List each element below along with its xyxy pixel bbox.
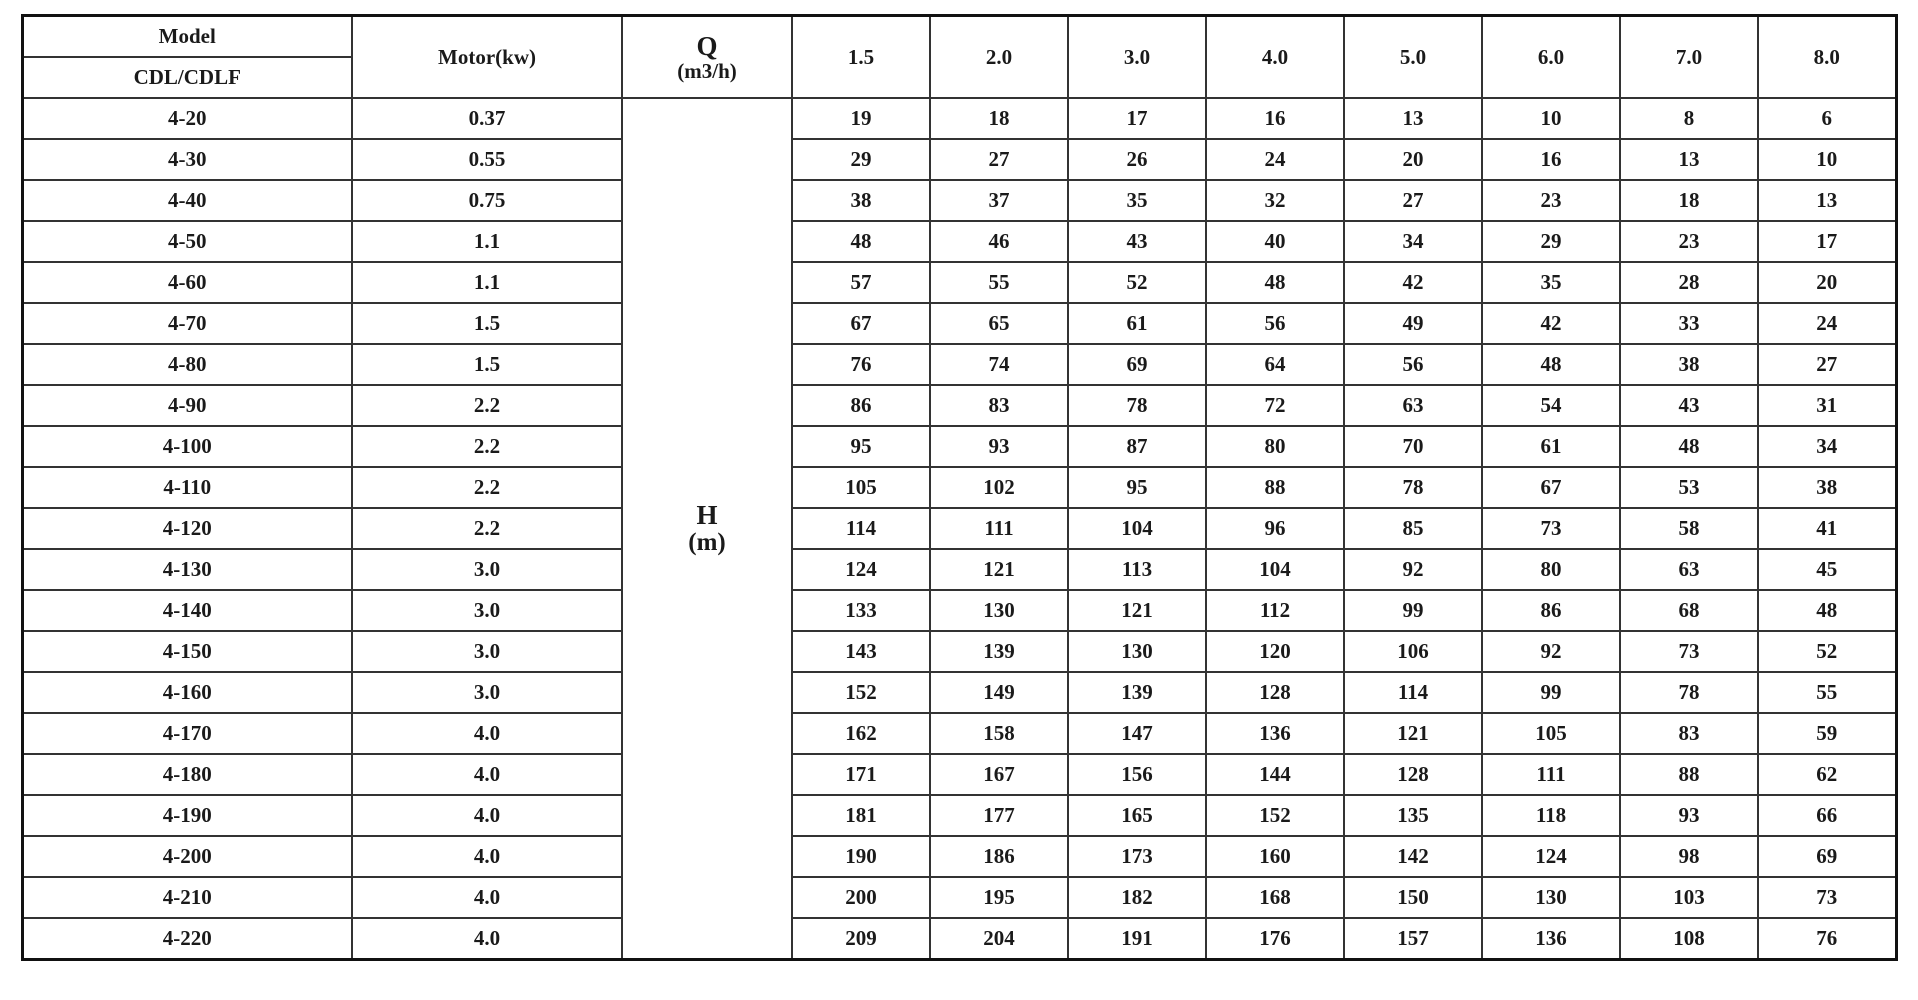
head-value-cell: 95 <box>792 426 930 467</box>
motor-power-cell: 4.0 <box>352 918 622 960</box>
head-value-cell: 16 <box>1482 139 1620 180</box>
head-value-cell: 46 <box>930 221 1068 262</box>
model-cell: 4-40 <box>22 180 352 221</box>
head-value-cell: 73 <box>1758 877 1896 918</box>
table-body <box>22 98 1896 960</box>
model-cell: 4-90 <box>22 385 352 426</box>
head-value-cell: 121 <box>1344 713 1482 754</box>
head-value-cell: 29 <box>1482 221 1620 262</box>
head-value-cell: 168 <box>1206 877 1344 918</box>
motor-power-cell: 1.1 <box>352 262 622 303</box>
header-flow-unit <box>622 16 792 99</box>
head-value-cell: 195 <box>930 877 1068 918</box>
model-cell: 4-200 <box>22 836 352 877</box>
head-value-cell: 53 <box>1620 467 1758 508</box>
table-row <box>22 754 1896 795</box>
head-value-cell: 88 <box>1620 754 1758 795</box>
head-value-cell: 48 <box>1206 262 1344 303</box>
model-cell: 4-220 <box>22 918 352 960</box>
head-value-cell: 42 <box>1344 262 1482 303</box>
model-cell: 4-120 <box>22 508 352 549</box>
model-cell: 4-180 <box>22 754 352 795</box>
table-row <box>22 549 1896 590</box>
head-value-cell: 70 <box>1344 426 1482 467</box>
head-value-cell: 144 <box>1206 754 1344 795</box>
head-value-cell: 128 <box>1344 754 1482 795</box>
model-cell: 4-130 <box>22 549 352 590</box>
model-cell: 4-150 <box>22 631 352 672</box>
head-value-cell: 200 <box>792 877 930 918</box>
head-value-cell: 40 <box>1206 221 1344 262</box>
head-value-cell: 149 <box>930 672 1068 713</box>
table-row <box>22 303 1896 344</box>
model-cell: 4-210 <box>22 877 352 918</box>
head-value-cell: 86 <box>1482 590 1620 631</box>
head-value-cell: 204 <box>930 918 1068 960</box>
head-value-cell: 160 <box>1206 836 1344 877</box>
head-value-cell: 80 <box>1482 549 1620 590</box>
head-value-cell: 48 <box>1758 590 1896 631</box>
head-value-cell: 72 <box>1206 385 1344 426</box>
motor-power-cell: 2.2 <box>352 508 622 549</box>
head-value-cell: 108 <box>1620 918 1758 960</box>
table-row <box>22 877 1896 918</box>
head-value-cell: 20 <box>1344 139 1482 180</box>
head-value-cell: 17 <box>1758 221 1896 262</box>
head-value-cell: 19 <box>792 98 930 139</box>
head-value-cell: 92 <box>1344 549 1482 590</box>
head-value-cell: 120 <box>1206 631 1344 672</box>
head-value-cell: 24 <box>1758 303 1896 344</box>
table-row <box>22 631 1896 672</box>
head-value-cell: 83 <box>930 385 1068 426</box>
head-value-cell: 69 <box>1758 836 1896 877</box>
head-value-cell: 26 <box>1068 139 1206 180</box>
head-value-cell: 49 <box>1344 303 1482 344</box>
head-value-cell: 67 <box>792 303 930 344</box>
header-flow-7: 7.0 <box>1620 16 1758 99</box>
model-cell: 4-60 <box>22 262 352 303</box>
head-value-cell: 130 <box>930 590 1068 631</box>
head-value-cell: 65 <box>930 303 1068 344</box>
head-value-cell: 191 <box>1068 918 1206 960</box>
head-value-cell: 106 <box>1344 631 1482 672</box>
motor-power-cell: 3.0 <box>352 590 622 631</box>
head-value-cell: 96 <box>1206 508 1344 549</box>
head-value-cell: 16 <box>1206 98 1344 139</box>
head-value-cell: 136 <box>1206 713 1344 754</box>
head-value-cell: 6 <box>1758 98 1896 139</box>
head-letter: H <box>696 500 718 531</box>
head-value-cell: 76 <box>792 344 930 385</box>
head-value-cell: 29 <box>792 139 930 180</box>
header-model-title: Model <box>22 16 352 58</box>
head-value-cell: 38 <box>1620 344 1758 385</box>
motor-power-cell: 0.55 <box>352 139 622 180</box>
head-value-cell: 167 <box>930 754 1068 795</box>
head-value-cell: 13 <box>1758 180 1896 221</box>
head-value-cell: 118 <box>1482 795 1620 836</box>
head-value-cell: 105 <box>792 467 930 508</box>
table-row <box>22 426 1896 467</box>
pump-performance-table <box>21 14 1898 961</box>
head-value-cell: 74 <box>930 344 1068 385</box>
head-value-cell: 13 <box>1344 98 1482 139</box>
model-cell: 4-110 <box>22 467 352 508</box>
head-value-cell: 34 <box>1344 221 1482 262</box>
head-value-cell: 98 <box>1620 836 1758 877</box>
table-row <box>22 795 1896 836</box>
head-value-cell: 105 <box>1482 713 1620 754</box>
model-cell: 4-70 <box>22 303 352 344</box>
head-value-cell: 33 <box>1620 303 1758 344</box>
head-value-cell: 48 <box>792 221 930 262</box>
motor-power-cell: 4.0 <box>352 754 622 795</box>
motor-power-cell: 1.1 <box>352 221 622 262</box>
head-value-cell: 43 <box>1620 385 1758 426</box>
head-value-cell: 24 <box>1206 139 1344 180</box>
head-value-cell: 73 <box>1482 508 1620 549</box>
head-value-cell: 37 <box>930 180 1068 221</box>
head-value-cell: 113 <box>1068 549 1206 590</box>
head-value-cell: 93 <box>1620 795 1758 836</box>
head-value-cell: 27 <box>1758 344 1896 385</box>
model-cell: 4-30 <box>22 139 352 180</box>
header-row-primary <box>22 16 1896 58</box>
head-value-cell: 104 <box>1068 508 1206 549</box>
table-row <box>22 508 1896 549</box>
head-value-cell: 23 <box>1482 180 1620 221</box>
head-value-cell: 68 <box>1620 590 1758 631</box>
head-value-cell: 85 <box>1344 508 1482 549</box>
model-cell: 4-160 <box>22 672 352 713</box>
motor-power-cell: 0.75 <box>352 180 622 221</box>
head-value-cell: 58 <box>1620 508 1758 549</box>
head-value-cell: 142 <box>1344 836 1482 877</box>
head-value-cell: 209 <box>792 918 930 960</box>
head-value-cell: 45 <box>1758 549 1896 590</box>
head-value-cell: 182 <box>1068 877 1206 918</box>
head-value-cell: 27 <box>930 139 1068 180</box>
header-flow-5: 5.0 <box>1344 16 1482 99</box>
model-cell: 4-170 <box>22 713 352 754</box>
motor-power-cell: 0.37 <box>352 98 622 139</box>
head-value-cell: 78 <box>1620 672 1758 713</box>
head-value-cell: 52 <box>1758 631 1896 672</box>
motor-power-cell: 1.5 <box>352 303 622 344</box>
head-value-cell: 92 <box>1482 631 1620 672</box>
head-value-cell: 61 <box>1068 303 1206 344</box>
head-value-cell: 52 <box>1068 262 1206 303</box>
motor-power-cell: 4.0 <box>352 877 622 918</box>
head-value-cell: 93 <box>930 426 1068 467</box>
table-row <box>22 385 1896 426</box>
table-row <box>22 672 1896 713</box>
header-flow-6: 6.0 <box>1482 16 1620 99</box>
head-value-cell: 152 <box>1206 795 1344 836</box>
motor-power-cell: 1.5 <box>352 344 622 385</box>
head-value-cell: 28 <box>1620 262 1758 303</box>
head-value-cell: 135 <box>1344 795 1482 836</box>
head-value-cell: 139 <box>930 631 1068 672</box>
motor-power-cell: 2.2 <box>352 426 622 467</box>
head-value-cell: 147 <box>1068 713 1206 754</box>
head-value-cell: 114 <box>792 508 930 549</box>
table-header <box>22 16 1896 99</box>
head-value-cell: 83 <box>1620 713 1758 754</box>
model-cell: 4-80 <box>22 344 352 385</box>
head-value-cell: 41 <box>1758 508 1896 549</box>
head-value-cell: 136 <box>1482 918 1620 960</box>
table-row <box>22 344 1896 385</box>
head-value-cell: 18 <box>1620 180 1758 221</box>
model-cell: 4-20 <box>22 98 352 139</box>
head-value-cell: 130 <box>1482 877 1620 918</box>
head-value-cell: 18 <box>930 98 1068 139</box>
head-value-cell: 35 <box>1068 180 1206 221</box>
head-value-cell: 32 <box>1206 180 1344 221</box>
head-value-cell: 99 <box>1344 590 1482 631</box>
motor-power-cell: 3.0 <box>352 631 622 672</box>
table-row <box>22 180 1896 221</box>
head-value-cell: 124 <box>1482 836 1620 877</box>
head-value-cell: 114 <box>1344 672 1482 713</box>
motor-power-cell: 4.0 <box>352 713 622 754</box>
model-cell: 4-190 <box>22 795 352 836</box>
header-flow-4: 4.0 <box>1206 16 1344 99</box>
head-value-cell: 64 <box>1206 344 1344 385</box>
head-value-cell: 80 <box>1206 426 1344 467</box>
head-value-cell: 66 <box>1758 795 1896 836</box>
head-value-cell: 23 <box>1620 221 1758 262</box>
head-value-cell: 34 <box>1758 426 1896 467</box>
motor-power-cell: 4.0 <box>352 795 622 836</box>
head-value-cell: 17 <box>1068 98 1206 139</box>
head-value-cell: 48 <box>1482 344 1620 385</box>
head-value-cell: 181 <box>792 795 930 836</box>
model-cell: 4-100 <box>22 426 352 467</box>
motor-power-cell: 3.0 <box>352 549 622 590</box>
head-value-cell: 143 <box>792 631 930 672</box>
head-value-cell: 124 <box>792 549 930 590</box>
table-row <box>22 918 1896 960</box>
head-value-cell: 173 <box>1068 836 1206 877</box>
head-value-cell: 59 <box>1758 713 1896 754</box>
header-model-subtitle: CDL/CDLF <box>22 57 352 98</box>
head-value-cell: 56 <box>1206 303 1344 344</box>
table-row <box>22 262 1896 303</box>
header-flow-2: 2.0 <box>930 16 1068 99</box>
head-value-cell: 8 <box>1620 98 1758 139</box>
head-value-cell: 150 <box>1344 877 1482 918</box>
motor-power-cell: 3.0 <box>352 672 622 713</box>
head-value-cell: 61 <box>1482 426 1620 467</box>
head-value-cell: 111 <box>930 508 1068 549</box>
table-row <box>22 98 1896 139</box>
motor-power-cell: 2.2 <box>352 385 622 426</box>
head-value-cell: 177 <box>930 795 1068 836</box>
head-value-cell: 130 <box>1068 631 1206 672</box>
head-unit: (m) <box>688 528 726 556</box>
head-value-cell: 38 <box>792 180 930 221</box>
head-value-cell: 133 <box>792 590 930 631</box>
head-value-cell: 56 <box>1344 344 1482 385</box>
head-value-cell: 62 <box>1758 754 1896 795</box>
header-q-letter: Q <box>696 30 718 61</box>
head-value-cell: 186 <box>930 836 1068 877</box>
head-value-cell: 156 <box>1068 754 1206 795</box>
head-value-cell: 27 <box>1344 180 1482 221</box>
head-value-cell: 78 <box>1068 385 1206 426</box>
table-row <box>22 139 1896 180</box>
head-value-cell: 95 <box>1068 467 1206 508</box>
head-value-cell: 31 <box>1758 385 1896 426</box>
head-value-cell: 86 <box>792 385 930 426</box>
head-value-cell: 76 <box>1758 918 1896 960</box>
head-value-cell: 73 <box>1620 631 1758 672</box>
head-value-cell: 55 <box>1758 672 1896 713</box>
head-value-cell: 63 <box>1344 385 1482 426</box>
head-value-cell: 121 <box>1068 590 1206 631</box>
head-value-cell: 13 <box>1620 139 1758 180</box>
head-value-cell: 112 <box>1206 590 1344 631</box>
head-value-cell: 57 <box>792 262 930 303</box>
header-flow-3: 3.0 <box>1068 16 1206 99</box>
head-value-cell: 157 <box>1344 918 1482 960</box>
table-row <box>22 467 1896 508</box>
head-value-cell: 102 <box>930 467 1068 508</box>
table-row <box>22 221 1896 262</box>
head-value-cell: 88 <box>1206 467 1344 508</box>
head-value-cell: 42 <box>1482 303 1620 344</box>
head-value-cell: 78 <box>1344 467 1482 508</box>
head-value-cell: 87 <box>1068 426 1206 467</box>
head-value-cell: 38 <box>1758 467 1896 508</box>
head-value-cell: 171 <box>792 754 930 795</box>
head-value-cell: 139 <box>1068 672 1206 713</box>
head-value-cell: 121 <box>930 549 1068 590</box>
motor-power-cell: 2.2 <box>352 467 622 508</box>
head-value-cell: 128 <box>1206 672 1344 713</box>
head-value-cell: 43 <box>1068 221 1206 262</box>
head-value-cell: 152 <box>792 672 930 713</box>
head-value-cell: 103 <box>1620 877 1758 918</box>
header-q-unit: (m3/h) <box>677 59 737 84</box>
header-flow-8: 8.0 <box>1758 16 1896 99</box>
head-value-cell: 111 <box>1482 754 1620 795</box>
head-value-cell: 104 <box>1206 549 1344 590</box>
head-value-cell: 162 <box>792 713 930 754</box>
head-value-cell: 54 <box>1482 385 1620 426</box>
model-cell: 4-140 <box>22 590 352 631</box>
head-value-cell: 48 <box>1620 426 1758 467</box>
head-value-cell: 99 <box>1482 672 1620 713</box>
header-flow-1: 1.5 <box>792 16 930 99</box>
table-row <box>22 590 1896 631</box>
motor-power-cell: 4.0 <box>352 836 622 877</box>
head-value-cell: 63 <box>1620 549 1758 590</box>
head-value-cell: 10 <box>1758 139 1896 180</box>
head-value-cell: 158 <box>930 713 1068 754</box>
head-value-cell: 165 <box>1068 795 1206 836</box>
head-value-cell: 67 <box>1482 467 1620 508</box>
table-row <box>22 836 1896 877</box>
head-value-cell: 69 <box>1068 344 1206 385</box>
head-value-cell: 55 <box>930 262 1068 303</box>
model-cell: 4-50 <box>22 221 352 262</box>
head-unit-cell <box>622 98 792 960</box>
head-value-cell: 20 <box>1758 262 1896 303</box>
table-row <box>22 713 1896 754</box>
head-value-cell: 176 <box>1206 918 1344 960</box>
head-value-cell: 35 <box>1482 262 1620 303</box>
head-value-cell: 190 <box>792 836 930 877</box>
head-value-cell: 10 <box>1482 98 1620 139</box>
header-motor: Motor(kw) <box>352 16 622 99</box>
